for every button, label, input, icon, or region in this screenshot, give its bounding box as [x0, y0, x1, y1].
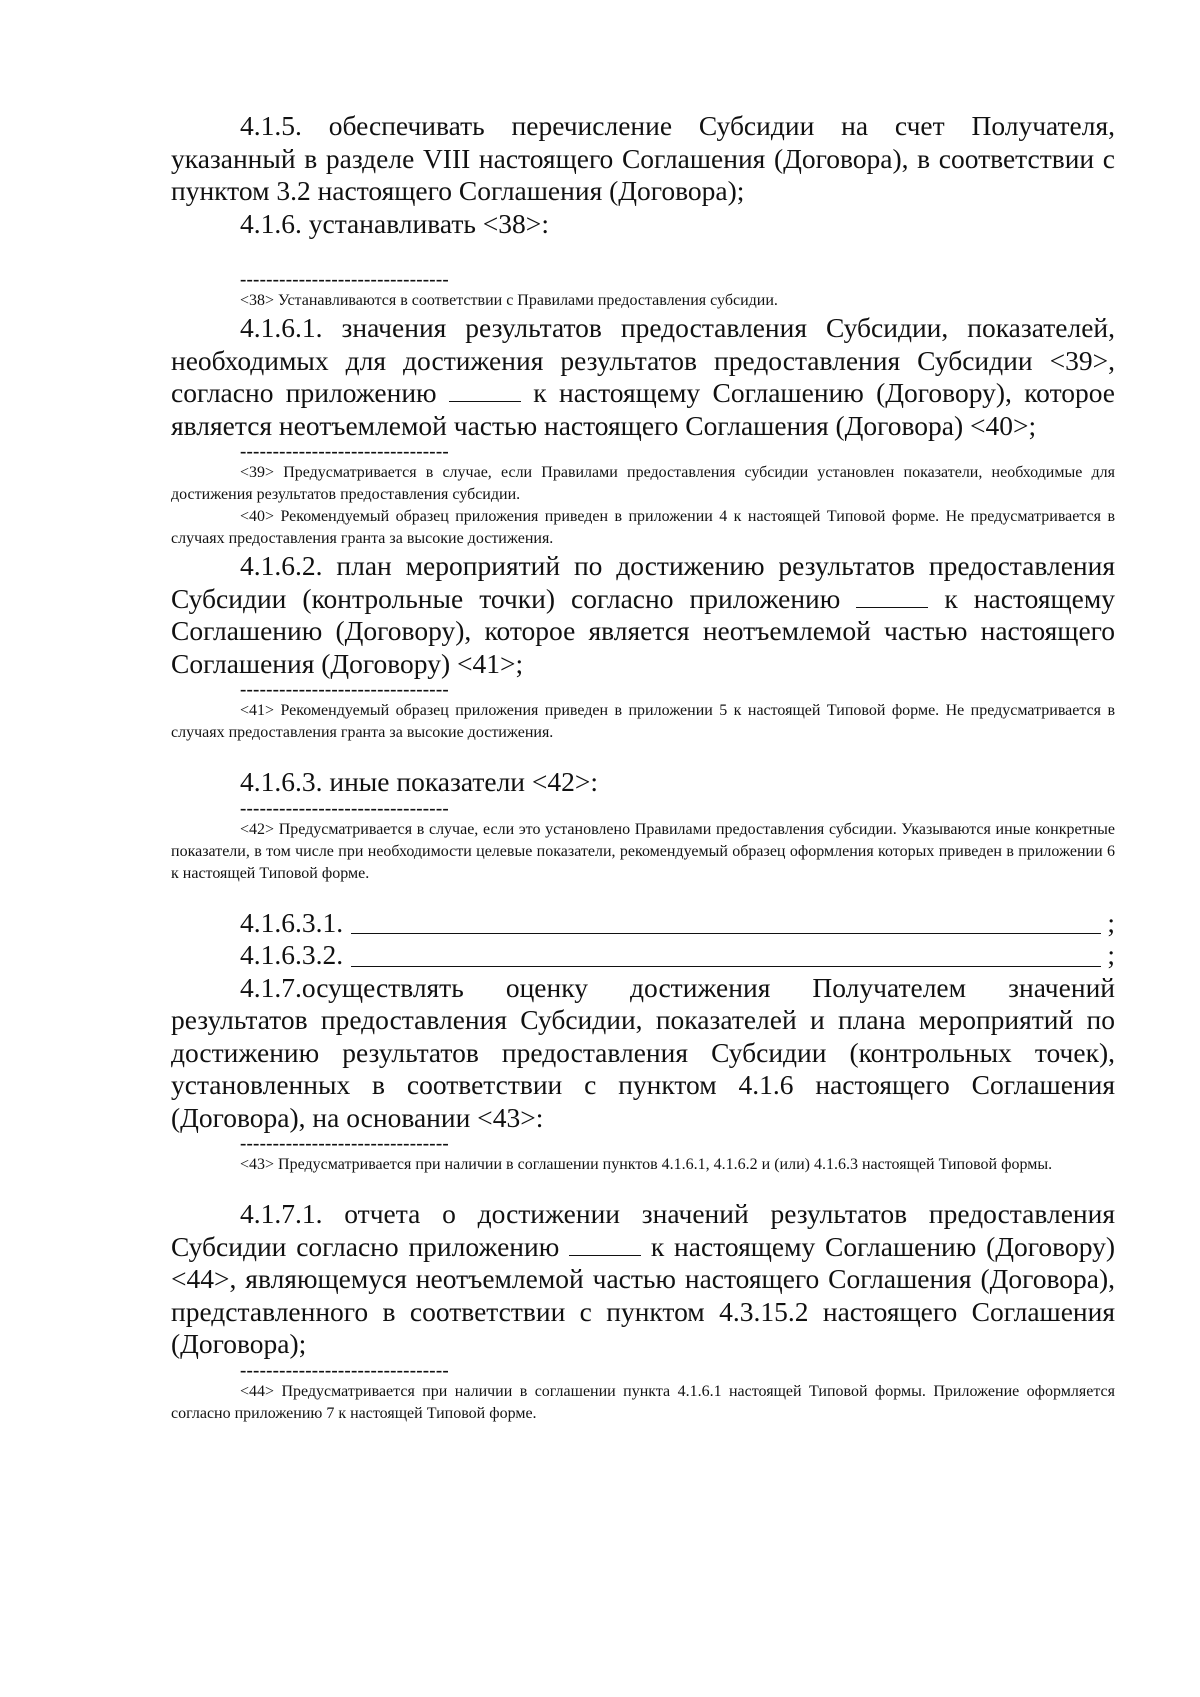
fill-line-end: ; — [1107, 906, 1115, 938]
footnote-separator: -------------------------------- — [240, 798, 449, 819]
footnote-separator: -------------------------------- — [240, 1360, 449, 1381]
paragraph-4-1-6-2-text-b: к настоящему Соглашению (Договору), которое является неотъемлемой частью настоящего Соглашения (Договору) <41>; — [171, 582, 1116, 679]
paragraph-4-1-7: 4.1.7.осуществлять оценку достижения Получателем значений результатов предоставления Субсидии, показателей и плана мероприятий по достижению результатов предоставления Субсидии (контрольных точек), установленных в соответствии с пунктом 4.1.6 настоящего Соглашения (Договора), на основании <43>: — [171, 971, 1115, 1133]
paragraph-4-1-6-1 — [171, 312, 1115, 442]
footnote-41: <41> Рекомендуемый образец приложения приведен в приложении 5 к настоящей Типовой форме. Не предусматривается в случаях предоставления гранта за высокие достижения. — [171, 702, 1115, 741]
fill-line-4-1-6-3-2 — [240, 939, 1115, 972]
fill-line-4-1-6-3-1 — [240, 907, 1115, 940]
fill-line-input — [351, 909, 1101, 934]
paragraph-4-1-6-3: 4.1.6.3. иные показатели <42>: — [240, 766, 599, 797]
footnote-separator: -------------------------------- — [240, 270, 449, 290]
paragraph-4-1-6: 4.1.6. устанавливать <38>: — [240, 207, 549, 239]
blank-field — [449, 381, 521, 402]
paragraph-4-1-7-1 — [171, 1198, 1115, 1361]
blank-field — [569, 1235, 641, 1256]
paragraph-4-1-6-2-text-a: 4.1.6.2. план мероприятий по достижению результатов предоставления Субсидии (контрольные точки) согласно приложению — [171, 550, 1115, 614]
fill-line-input — [351, 942, 1101, 967]
footnote-44: <44> Предусматривается при наличии в соглашении пункта 4.1.6.1 настоящей Типовой формы. Приложение оформляется согласно приложению 7 к настоящей Типовой форме. — [171, 1382, 1115, 1422]
paragraph-4-1-6-2 — [171, 550, 1115, 680]
fill-line-label: 4.1.6.3.1. — [240, 906, 344, 938]
paragraph-4-1-6-1-text-a: 4.1.6.1. значения результатов предоставления Субсидии, показателей, необходимых для достижения результатов предоставления Субсидии <39>, согласно приложению — [171, 312, 1115, 408]
footnote-separator: -------------------------------- — [240, 1134, 449, 1154]
footnote-43: <43> Предусматривается при наличии в соглашении пунктов 4.1.6.1, 4.1.6.2 и (или) 4.1.6.3 настоящей Типовой формы. — [240, 1156, 1053, 1173]
paragraph-4-1-6-1-text-b: к настоящему Соглашению (Договору), которое является неотъемлемой частью настоящего Соглашения (Договора) <40>; — [171, 377, 1116, 441]
footnote-separator: -------------------------------- — [240, 680, 449, 700]
paragraph-4-1-7-1-text-b: к настоящему Соглашению (Договору) <44>, являющемуся неотъемлемой частью настоящего Соглашения (Договора), представленного в соответствии с пунктом 4.3.15.2 настоящего Соглашения (Договора); — [171, 1230, 1115, 1359]
paragraph-4-1-7-1-text-a: 4.1.7.1. отчета о достижении значений результатов предоставления Субсидии согласно приложению — [171, 1198, 1115, 1262]
blank-field — [856, 587, 928, 608]
fill-line-label: 4.1.6.3.2. — [240, 939, 344, 970]
fill-line-end: ; — [1107, 939, 1115, 970]
footnote-separator: -------------------------------- — [240, 442, 449, 462]
footnote-42: <42> Предусматривается в случае, если это установлено Правилами предоставления субсидии. Указываются иные конкретные показатели, в том числе при необходимости целевые показатели, рекомендуемый образец оформления которых приведен в приложении 6 к настоящей Типовой форме. — [171, 820, 1115, 882]
document-body — [171, 110, 1115, 1425]
footnote-38: <38> Устанавливаются в соответствии с Правилами предоставления субсидии. — [240, 292, 778, 309]
footnote-39: <39> Предусматривается в случае, если Правилами предоставления субсидии установлен показатели, необходимые для достижения результатов предоставления субсидии. — [171, 464, 1115, 503]
footnote-40: <40> Рекомендуемый образец приложения приведен в приложении 4 к настоящей Типовой форме. Не предусматривается в случаях предоставления гранта за высокие достижения. — [171, 508, 1115, 547]
paragraph-4-1-5: 4.1.5. обеспечивать перечисление Субсидии на счет Получателя, указанный в разделе VIII настоящего Соглашения (Договора), в соответствии с пунктом 3.2 настоящего Соглашения (Договора); — [171, 110, 1115, 206]
